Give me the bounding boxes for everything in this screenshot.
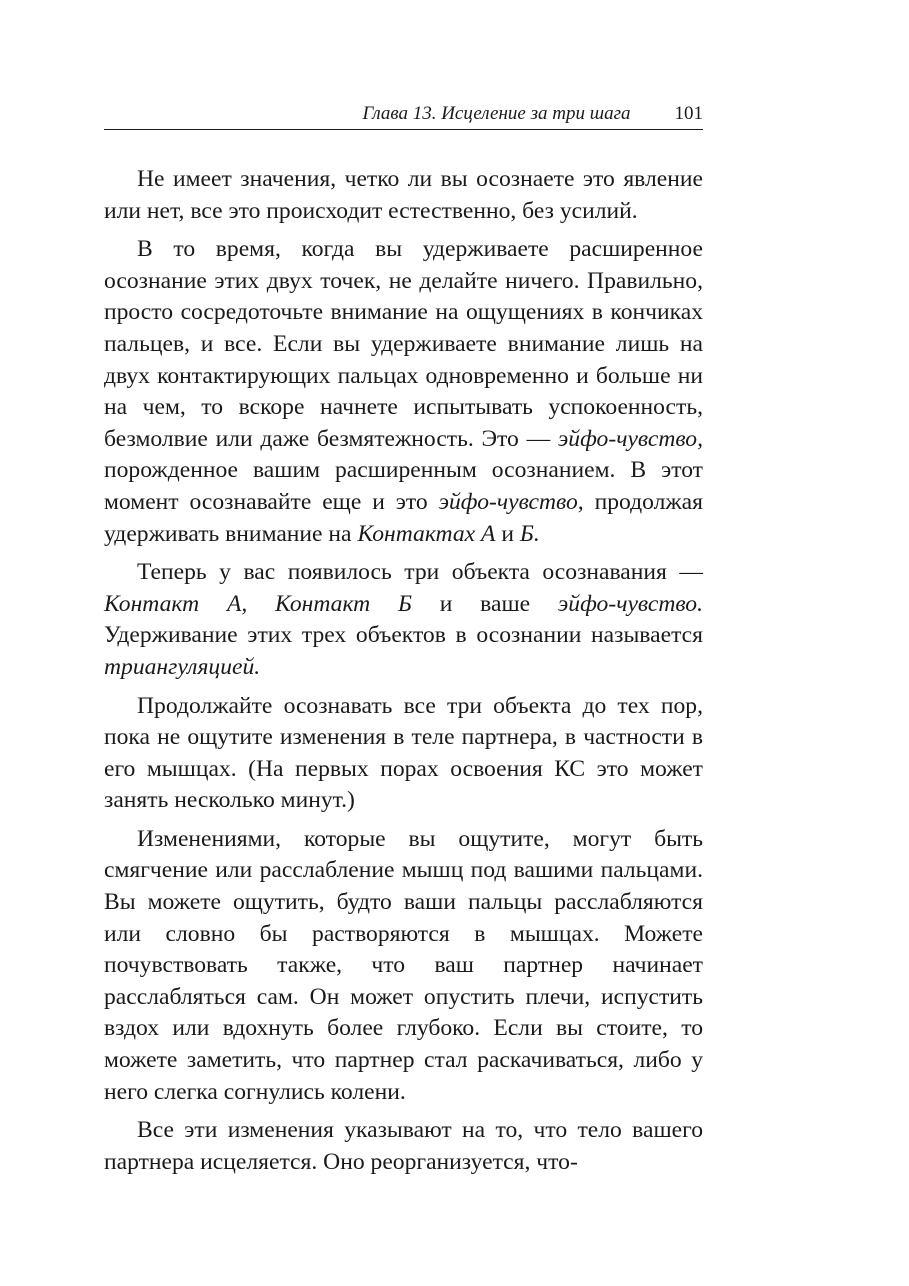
italic-term: Б. <box>519 520 540 547</box>
text-run: Теперь у вас появилось три объекта осознавания — <box>137 559 703 586</box>
running-header <box>104 103 703 129</box>
text-run: Изменениями, которые вы ощутите, могут быть смягчение или расслабление мышц под вашими пальцами. Вы можете ощутить, будто ваши пальцы расслабляются или словно бы растворяются в мышцах. Можете почувствовать также, что ваш партнер начинает расслабляться сам. Он может опустить плечи, испустить вздох или вдохнуть более глубоко. Если вы стоите, то можете заметить, что партнер стал раскачиваться, либо у него слегка согнулись колени. <box>104 825 703 1105</box>
italic-term: Контактах А <box>357 520 496 547</box>
text-run: и <box>495 520 520 547</box>
paragraph <box>104 557 703 683</box>
paragraph <box>104 234 703 550</box>
header-rule <box>104 129 703 130</box>
page-number: 101 <box>674 103 703 124</box>
paragraph <box>104 691 703 817</box>
text-run: продолжая удерживать внимание на <box>104 488 704 547</box>
text-run: порожденное вашим расширенным осознанием. В этот момент осознавайте еще и это <box>104 457 703 515</box>
paragraph <box>104 164 703 227</box>
italic-term: Контакт А, Контакт Б <box>104 590 412 617</box>
paragraph <box>104 824 703 1108</box>
body-text <box>104 164 703 1185</box>
text-run: Продолжайте осознавать все три объекта до тех пор, пока не ощутите изменения в теле партнера, в частности в его мышцах. (На первых порах освоения КС это может занять несколько минут.) <box>104 692 703 814</box>
chapter-title: Глава 13. Исцеление за три шага <box>362 103 631 124</box>
text-run: Не имеет значения, четко ли вы осознаете это явление или нет, все это происходит естественно, без усилий. <box>104 166 703 224</box>
paragraph <box>104 1115 703 1178</box>
italic-term: эйфо-чувство, <box>557 425 703 452</box>
text-run: и ваше <box>411 590 558 617</box>
italic-term: эйфо-чувство. <box>557 590 703 617</box>
text-run: Удерживание этих трех объектов в осознании называется <box>104 622 703 649</box>
italic-term: триангуляцией. <box>104 653 261 680</box>
text-run: Все эти изменения указывают на то, что тело вашего партнера исцеляется. Оно реорганизуется, что- <box>104 1117 703 1175</box>
italic-term: эйфо-чувство, <box>438 488 584 515</box>
text-run: В то время, когда вы удерживаете расширенное осознание этих двух точек, не делайте ничего. Правильно, просто сосредоточьте внимание на ощущениях в кончиках пальцев, и все. Если вы удерживаете внимание лишь на двух контактирующих пальцах одновременно и больше ни на чем, то вскоре начнете испытывать успокоенность, безмолвие или даже безмятежность. Это — <box>104 236 703 452</box>
